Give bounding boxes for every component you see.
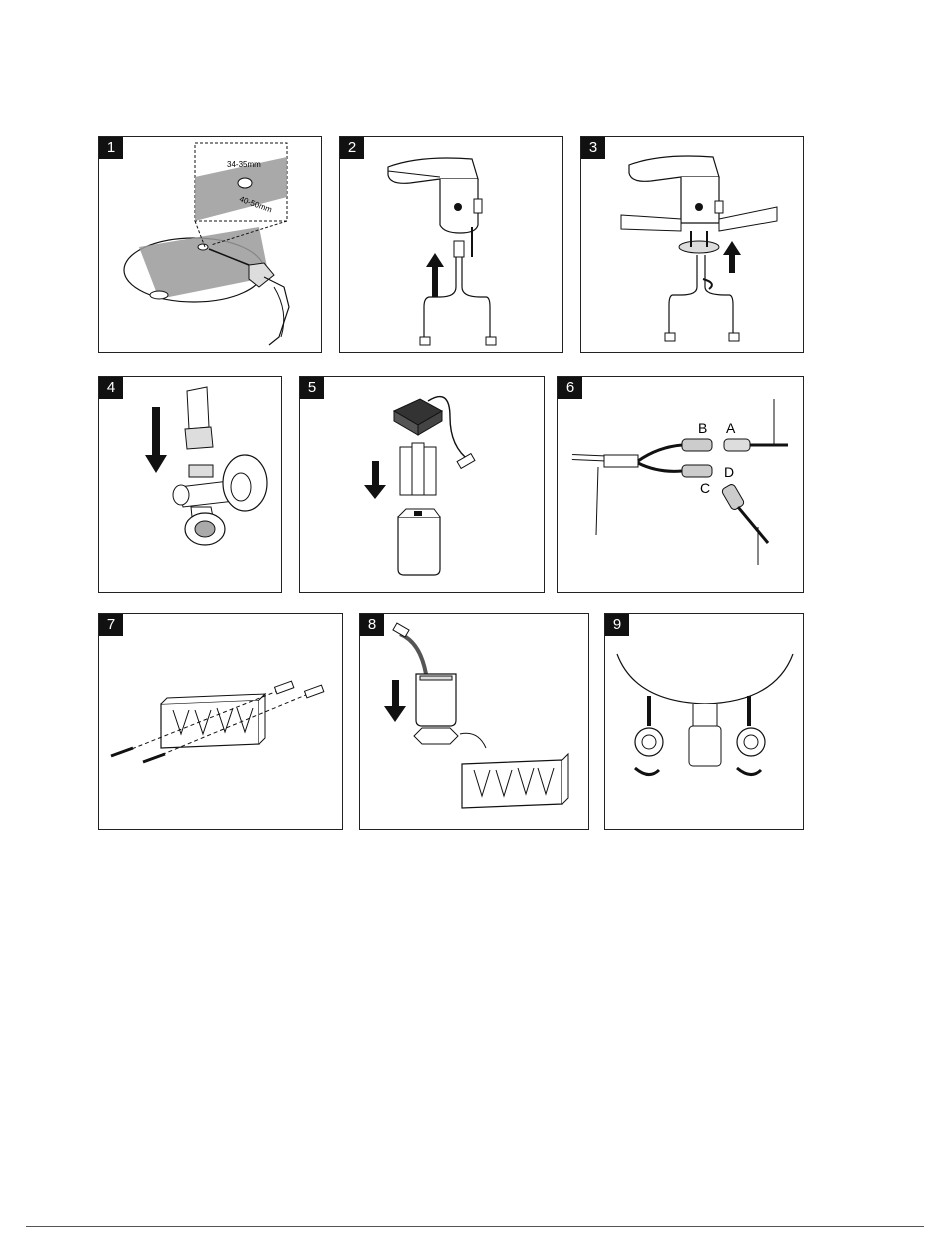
connector-label-b: B xyxy=(698,420,708,436)
step-panel-4 xyxy=(98,376,282,593)
connector-label-c: C xyxy=(700,480,711,496)
faucet-mounting-illustration xyxy=(581,137,804,353)
step-number: 5 xyxy=(300,377,324,399)
step-number: 2 xyxy=(340,137,364,159)
step-panel-5 xyxy=(299,376,545,593)
connector-label-d: D xyxy=(724,464,735,480)
valve-open-illustration xyxy=(605,614,804,830)
step-panel-1 xyxy=(98,136,322,353)
wall-bracket-screws-illustration xyxy=(99,614,343,830)
step-number: 3 xyxy=(581,137,605,159)
rotate-arrow-icon xyxy=(635,768,659,775)
step-number: 7 xyxy=(99,614,123,636)
arrow-down-icon xyxy=(384,680,406,722)
step-panel-7 xyxy=(98,613,343,830)
arrow-down-icon xyxy=(364,461,386,499)
step-number: 8 xyxy=(360,614,384,636)
battery-insert-illustration xyxy=(300,377,545,593)
cable-connection-illustration xyxy=(558,377,804,593)
step-number: 4 xyxy=(99,377,123,399)
step-number: 6 xyxy=(558,377,582,399)
dimension-hole-label: 34-35mm xyxy=(227,160,261,169)
step-panel-6 xyxy=(557,376,804,593)
arrow-up-icon xyxy=(426,253,444,297)
battery-box-mounting-illustration xyxy=(360,614,589,830)
arrow-down-icon xyxy=(145,407,167,473)
footer-rule xyxy=(26,1226,924,1227)
faucet-hose-illustration xyxy=(340,137,563,353)
step-panel-9 xyxy=(604,613,804,830)
step-panel-2 xyxy=(339,136,563,353)
connector-label-a: A xyxy=(726,420,736,436)
basin-drilling-illustration xyxy=(99,137,322,353)
dimension-edge-label: 40-50mm xyxy=(238,194,274,215)
step-panel-8 xyxy=(359,613,589,830)
step-number: 9 xyxy=(605,614,629,636)
step-panel-3 xyxy=(580,136,804,353)
angle-valve-illustration xyxy=(99,377,282,593)
step-number: 1 xyxy=(99,137,123,159)
arrow-up-icon xyxy=(723,241,741,273)
rotate-arrow-icon xyxy=(737,768,761,775)
